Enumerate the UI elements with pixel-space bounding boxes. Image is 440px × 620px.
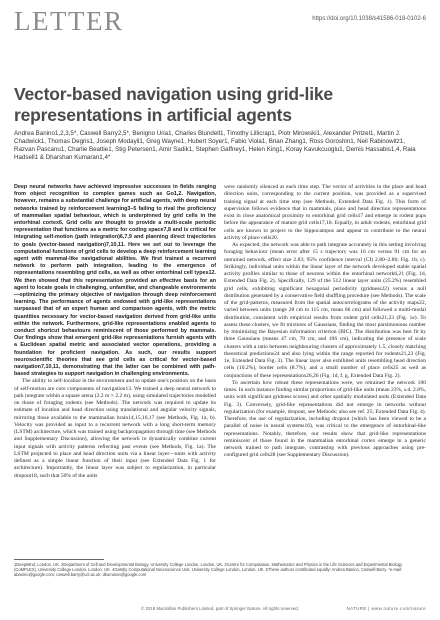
right-column [224,184,426,460]
body-paragraph: The ability to self-localize in the environment and to update one's position on the basis of self-motion are core components of navigation13. We trained a deep neural network to path integrate within a square arena (2.2 m × 2.2 m), using simulated trajectories modelled on those of foraging rodents (see Methods). The network was required to update its estimate of location and head direction using translational and angular velocity signals, mirroring those available to the mammalian brain14,15,16,17 (see Methods, Fig. 1a, b). Velocity was provided as input to a recurrent network with a long short-term memory (LSTM) architecture, which was trained using backpropagation through time (see Methods and Supplementary Discussion), allowing the network to dynamically combine current input signals with activity patterns reflecting past events (see Methods, Fig. 1a). The LSTM projected to place and head direction units via a linear layer—units with activity defined as a simple linear function of their input (see Extended Data Fig. 1 for architecture). Importantly, the linear layer was subject to regularization, in particular dropout18, such that 50% of the units [14,378,216,479]
abstract: Deep neural networks have achieved impressive successes in fields ranging from object recognition to complex games such as Go1,2. Navigation, however, remains a substantial challenge for artificial agents, with deep neural networks trained by reinforcement learning3–5 failing to rival the proficiency of mammalian spatial behaviour, which is underpinned by grid cells in the entorhinal cortex6. Grid cells are thought to provide a multi-scale periodic representation that functions as a metric for coding space7,8 and is critical for integrating self-motion (path integration)6,7,9 and planning direct trajectories to goals (vector-based navigation)7,10,11. Here we set out to leverage the computational functions of grid cells to develop a deep reinforcement learning agent with mammal-like navigational abilities. We first trained a recurrent network to perform path integration, leading to the emergence of representations resembling grid cells, as well as other entorhinal cell types12. We then showed that this representation provided an effective basis for an agent to locate goals in challenging, unfamiliar, and changeable environments—optimizing the primary objective of navigation through deep reinforcement learning. The performance of agents endowed with grid-like representations surpassed that of an expert human and comparison agents, with the metric quantities necessary for vector-based navigation derived from grid-like units within the network. Furthermore, grid-like representations enabled agents to conduct shortcut behaviours reminiscent of those performed by mammals. Our findings show that emergent grid-like representations furnish agents with a Euclidean spatial metric and associated vector operations, providing a foundation for proficient navigation. As such, our results support neuroscientific theories that see grid cells as critical for vector-based navigation7,10,11, demonstrating that the latter can be combined with path-based strategies to support navigation in challenging environments. [14,184,216,378]
footnote-divider [14,559,104,560]
copyright-notice: © 2018 Macmillan Publishers Limited, part of Springer Nature. All rights reserved. [141,606,299,611]
body-paragraph: were randomly silenced at each time step. The vector of activities in the place and head direction units, corresponding to the current position, was provided as a supervised training signal at each time step (see Methods, Extended Data Fig. 1). This form of supervision follows evidence that in mammals, place and head direction representations exist in close anatomical proximity to entorhinal grid cells17 and emerge in rodent pups before the appearance of mature grid cells17,18. Equally, in adult rodents, entorhinal grid cells are known to project to the hippocampus and appear to contribute to the neural activity of place cells20. [224,184,426,241]
left-column [14,184,216,480]
top-rule [0,0,440,2]
body-paragraph: As expected, the network was able to path integrate accurately in this setting involving foraging behaviour (mean error after 15 s trajectory was 16 cm versus 91 cm for an untrained network, effect size 2.83; 95% confidence interval (CI) 2.80–2.86; Fig. 1b, c). Strikingly, individual units within the linear layer of the network developed stable spatial activity profiles similar to those of neurons within the entorhinal network6,21 (Fig. 1d, Extended Data Fig. 2). Specifically, 129 of the 512 linear layer units (25.2%) resembled grid cells, exhibiting significant hexagonal periodicity (gridness22) versus a null distribution generated by a conservative field shuffling procedure (see Methods). The scale of the grid-patterns, measured from the spatial autocorrelograms of the activity maps22, varied between units (range 28 cm to 115 cm, mean 66 cm) and followed a multi-modal distribution, consistent with empirical results from rodent grid cells21,23 (Fig. 1e). To assess these clusters, we fit mixtures of Gaussians, finding the most parsimonious number by minimizing the Bayesian information criterion (BIC). The distribution was best fit by three Gaussians (means 47 cm, 70 cm, and 106 cm), indicating the presence of scale clusters with a ratio between neighbouring clusters of approximately 1.5, closely matching theoretical predictions24 and also lying within the range reported for rodents21,23 (Fig. 1e, Extended Data Fig. 3). The linear layer also exhibited units resembling head direction cells (10.2%), border cells (8.7%), and a small number of place cells25 as well as conjunctions of these representations26,26 (Fig. 1d, f, g, Extended Data Fig. 2). [224,242,426,379]
doi-link[interactable]: https://doi.org/10.1038/s41586-018-0102-6 [312,16,426,22]
page-footer [14,604,426,614]
body-paragraph: To ascertain how robust these representations were, we retrained the network 100 times. In each instance finding similar proportions of grid-like units (mean 23%, s.d. 2.8%, units with significant gridness scores) and other spatially modulated units (Extended Data Fig. 3). Conversely, grid-like representations did not emerge in networks without regularization (for example, dropout, see Methods; also see ref. 25; Extended Data Fig. 4). Therefore, the use of regularization, including dropout (which has been viewed to be a parallel of noise in neural systems16), was critical to the emergence of entorhinal-like representations. Notably, therefore, our results show that grid-like representations reminiscent of those found in the mammalian entorhinal cortex emerge in a generic network trained to path integrate, contrasting with previous approaches using pre-configured grid cells28 (see Supplementary Discussion). [224,379,426,459]
page-header [14,6,426,36]
article-title: Vector-based navigation using grid-like representations in artificial agents [14,84,333,125]
affiliation-footnotes: 1DeepMind, London, UK. 2Department of Cell and Developmental Biology, University College London, London, UK. 3Centre for Computation, Mathematics and Physics in the Life Sciences and Experimental Biology (CoMPLEX), University College London, London, UK. 4Gatsby Computational Neuroscience Unit, University College London, London, UK. 5These authors contributed equally: Andrea Banino, Caswell Barry. *e-mail: abanino@google.com; caswell.barry@ucl.ac.uk; dkumaran@google.com [14,562,403,578]
journal-reference: NATURE | www.nature.com/nature [346,606,426,611]
section-label: LETTER [14,6,124,36]
author-list: Andrea Banino1,2,3,5*, Caswell Barry2,5*, Benigno Uria1, Charles Blundell1, Timothy Lillicrap1, Piotr Mirowski1, Alexander Pritzel1, Martin J. Chadwick1, Thomas Degris1, Joseph Modayil1, Greg Wayne1, Hubert Soyer1, Fabio Viola1, Brian Zhang1, Ross Goroshin1, Neil Rabinowitz1, Razvan Pascanu1, Charlie Beattie1, Stig Petersen1, Amir Sadik1, Stephen Gaffney1, Helen King1, Koray Kavukcuoglu1, Demis Hassabis1,4, Raia Hadsell1 & Dharshan Kumaran1,4* [14,130,416,161]
